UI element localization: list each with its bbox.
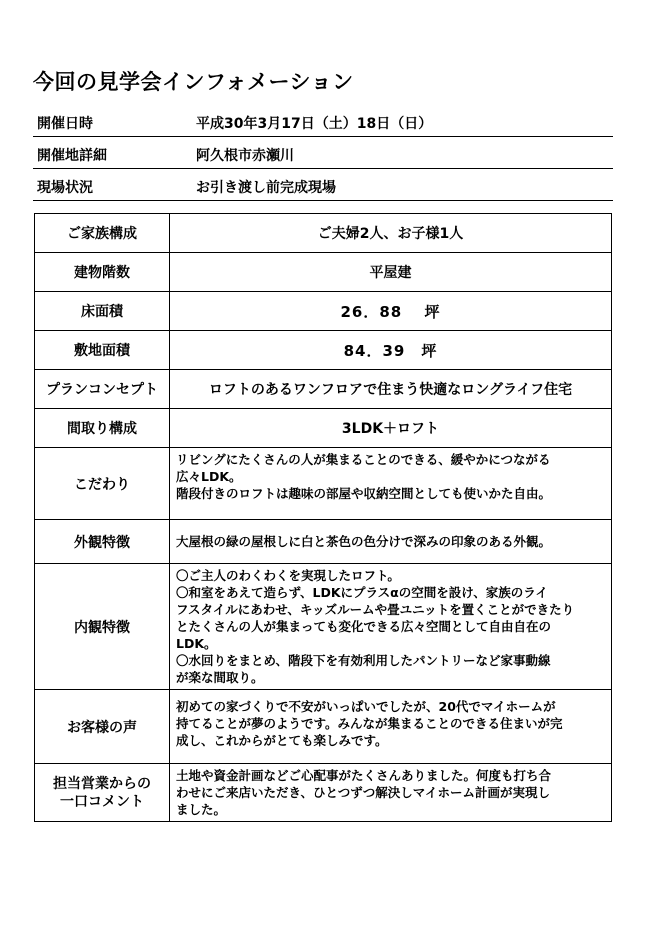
- spec-label: 敷地面積: [35, 331, 170, 370]
- spec-row-site-area: [35, 331, 612, 370]
- spec-label: こだわり: [35, 448, 170, 520]
- spec-value: [170, 564, 612, 690]
- spec-value: ロフトのあるワンフロアで住まう快適なロングライフ住宅: [170, 370, 612, 409]
- spec-value: [170, 764, 612, 822]
- spec-row-concept: [35, 370, 612, 409]
- spec-row-floor-area: [35, 292, 612, 331]
- text-line: 土地や資金計画などご心配事がたくさんありました。何度も打ち合: [176, 768, 552, 783]
- spec-value: 平屋建: [170, 253, 612, 292]
- info-row-status: [33, 170, 613, 201]
- text-line: 階段付きのロフトは趣味の部屋や収納空間としても使いかた自由。: [176, 486, 552, 501]
- spec-label: 外観特徴: [35, 520, 170, 564]
- spec-value: 3LDK＋ロフト: [170, 409, 612, 448]
- spec-row-exterior: [35, 520, 612, 564]
- text-line: とたくさんの人が集まっても変化できる広々空間として自由自在の: [176, 619, 552, 634]
- spec-label: [35, 764, 170, 822]
- info-label: 現場状況: [37, 180, 93, 196]
- spec-label: 間取り構成: [35, 409, 170, 448]
- spec-value: [170, 448, 612, 520]
- info-value: お引き渡し前完成現場: [196, 180, 336, 196]
- page-title: 今回の見学会インフォメーション: [33, 70, 354, 94]
- text-line: ました。: [176, 802, 227, 817]
- spec-label: 建物階数: [35, 253, 170, 292]
- text-line: 〇ご主人のわくわくを実現したロフト。: [176, 568, 400, 583]
- spec-row-voice: [35, 690, 612, 764]
- text-line: 広々LDK。: [176, 469, 242, 484]
- spec-row-floors: [35, 253, 612, 292]
- text-line: 〇水回りをまとめ、階段下を有効利用したパントリーなど家事動線: [176, 653, 551, 668]
- spec-row-sales-comment: [35, 764, 612, 822]
- text-line: 初めての家づくりで不安がいっぱいでしたが、20代でマイホームが: [176, 699, 556, 714]
- info-label: 開催地詳細: [37, 148, 107, 164]
- info-row-date: [33, 106, 613, 137]
- spec-row-kodawari: [35, 448, 612, 520]
- spec-row-family: [35, 214, 612, 253]
- spec-table: [34, 213, 612, 822]
- spec-label: プランコンセプト: [35, 370, 170, 409]
- spec-value: 84．39 坪: [170, 331, 612, 370]
- text-line: LDK。: [176, 636, 217, 651]
- spec-value: ご夫婦2人、お子様1人: [170, 214, 612, 253]
- text-line: わせにご来店いただき、ひとつずつ解決しマイホーム計画が実現し: [176, 785, 551, 800]
- text-line: リビングにたくさんの人が集まることのできる、緩やかにつながる: [176, 452, 551, 467]
- spec-label: ご家族構成: [35, 214, 170, 253]
- spec-label: 床面積: [35, 292, 170, 331]
- text-line: 〇和室をあえて造らず、LDKにプラスαの空間を設け、家族のライ: [176, 585, 548, 600]
- spec-label: お客様の声: [35, 690, 170, 764]
- text-line: フスタイルにあわせ、キッズルームや畳ユニットを置くことができたり: [176, 602, 575, 617]
- spec-value: 大屋根の緑の屋根しに白と茶色の色分けで深みの印象のある外観。: [170, 520, 612, 564]
- info-value: 阿久根市赤瀬川: [196, 148, 294, 164]
- label-line: 一口コメント: [60, 793, 144, 810]
- label-line: 担当営業からの: [53, 775, 151, 792]
- spec-row-interior: [35, 564, 612, 690]
- info-row-location: [33, 138, 613, 169]
- spec-row-layout: [35, 409, 612, 448]
- text-line: が楽な間取り。: [176, 670, 264, 685]
- spec-value: 26．88 坪: [170, 292, 612, 331]
- text-line: 成し、これからがとても楽しみです。: [176, 733, 388, 748]
- spec-value: [170, 690, 612, 764]
- spec-label: 内観特徴: [35, 564, 170, 690]
- text-line: 持てることが夢のようです。みんなが集まることのできる住まいが完: [176, 716, 563, 731]
- info-label: 開催日時: [37, 116, 93, 132]
- info-value: 平成30年3月17日（土）18日（日）: [196, 116, 433, 132]
